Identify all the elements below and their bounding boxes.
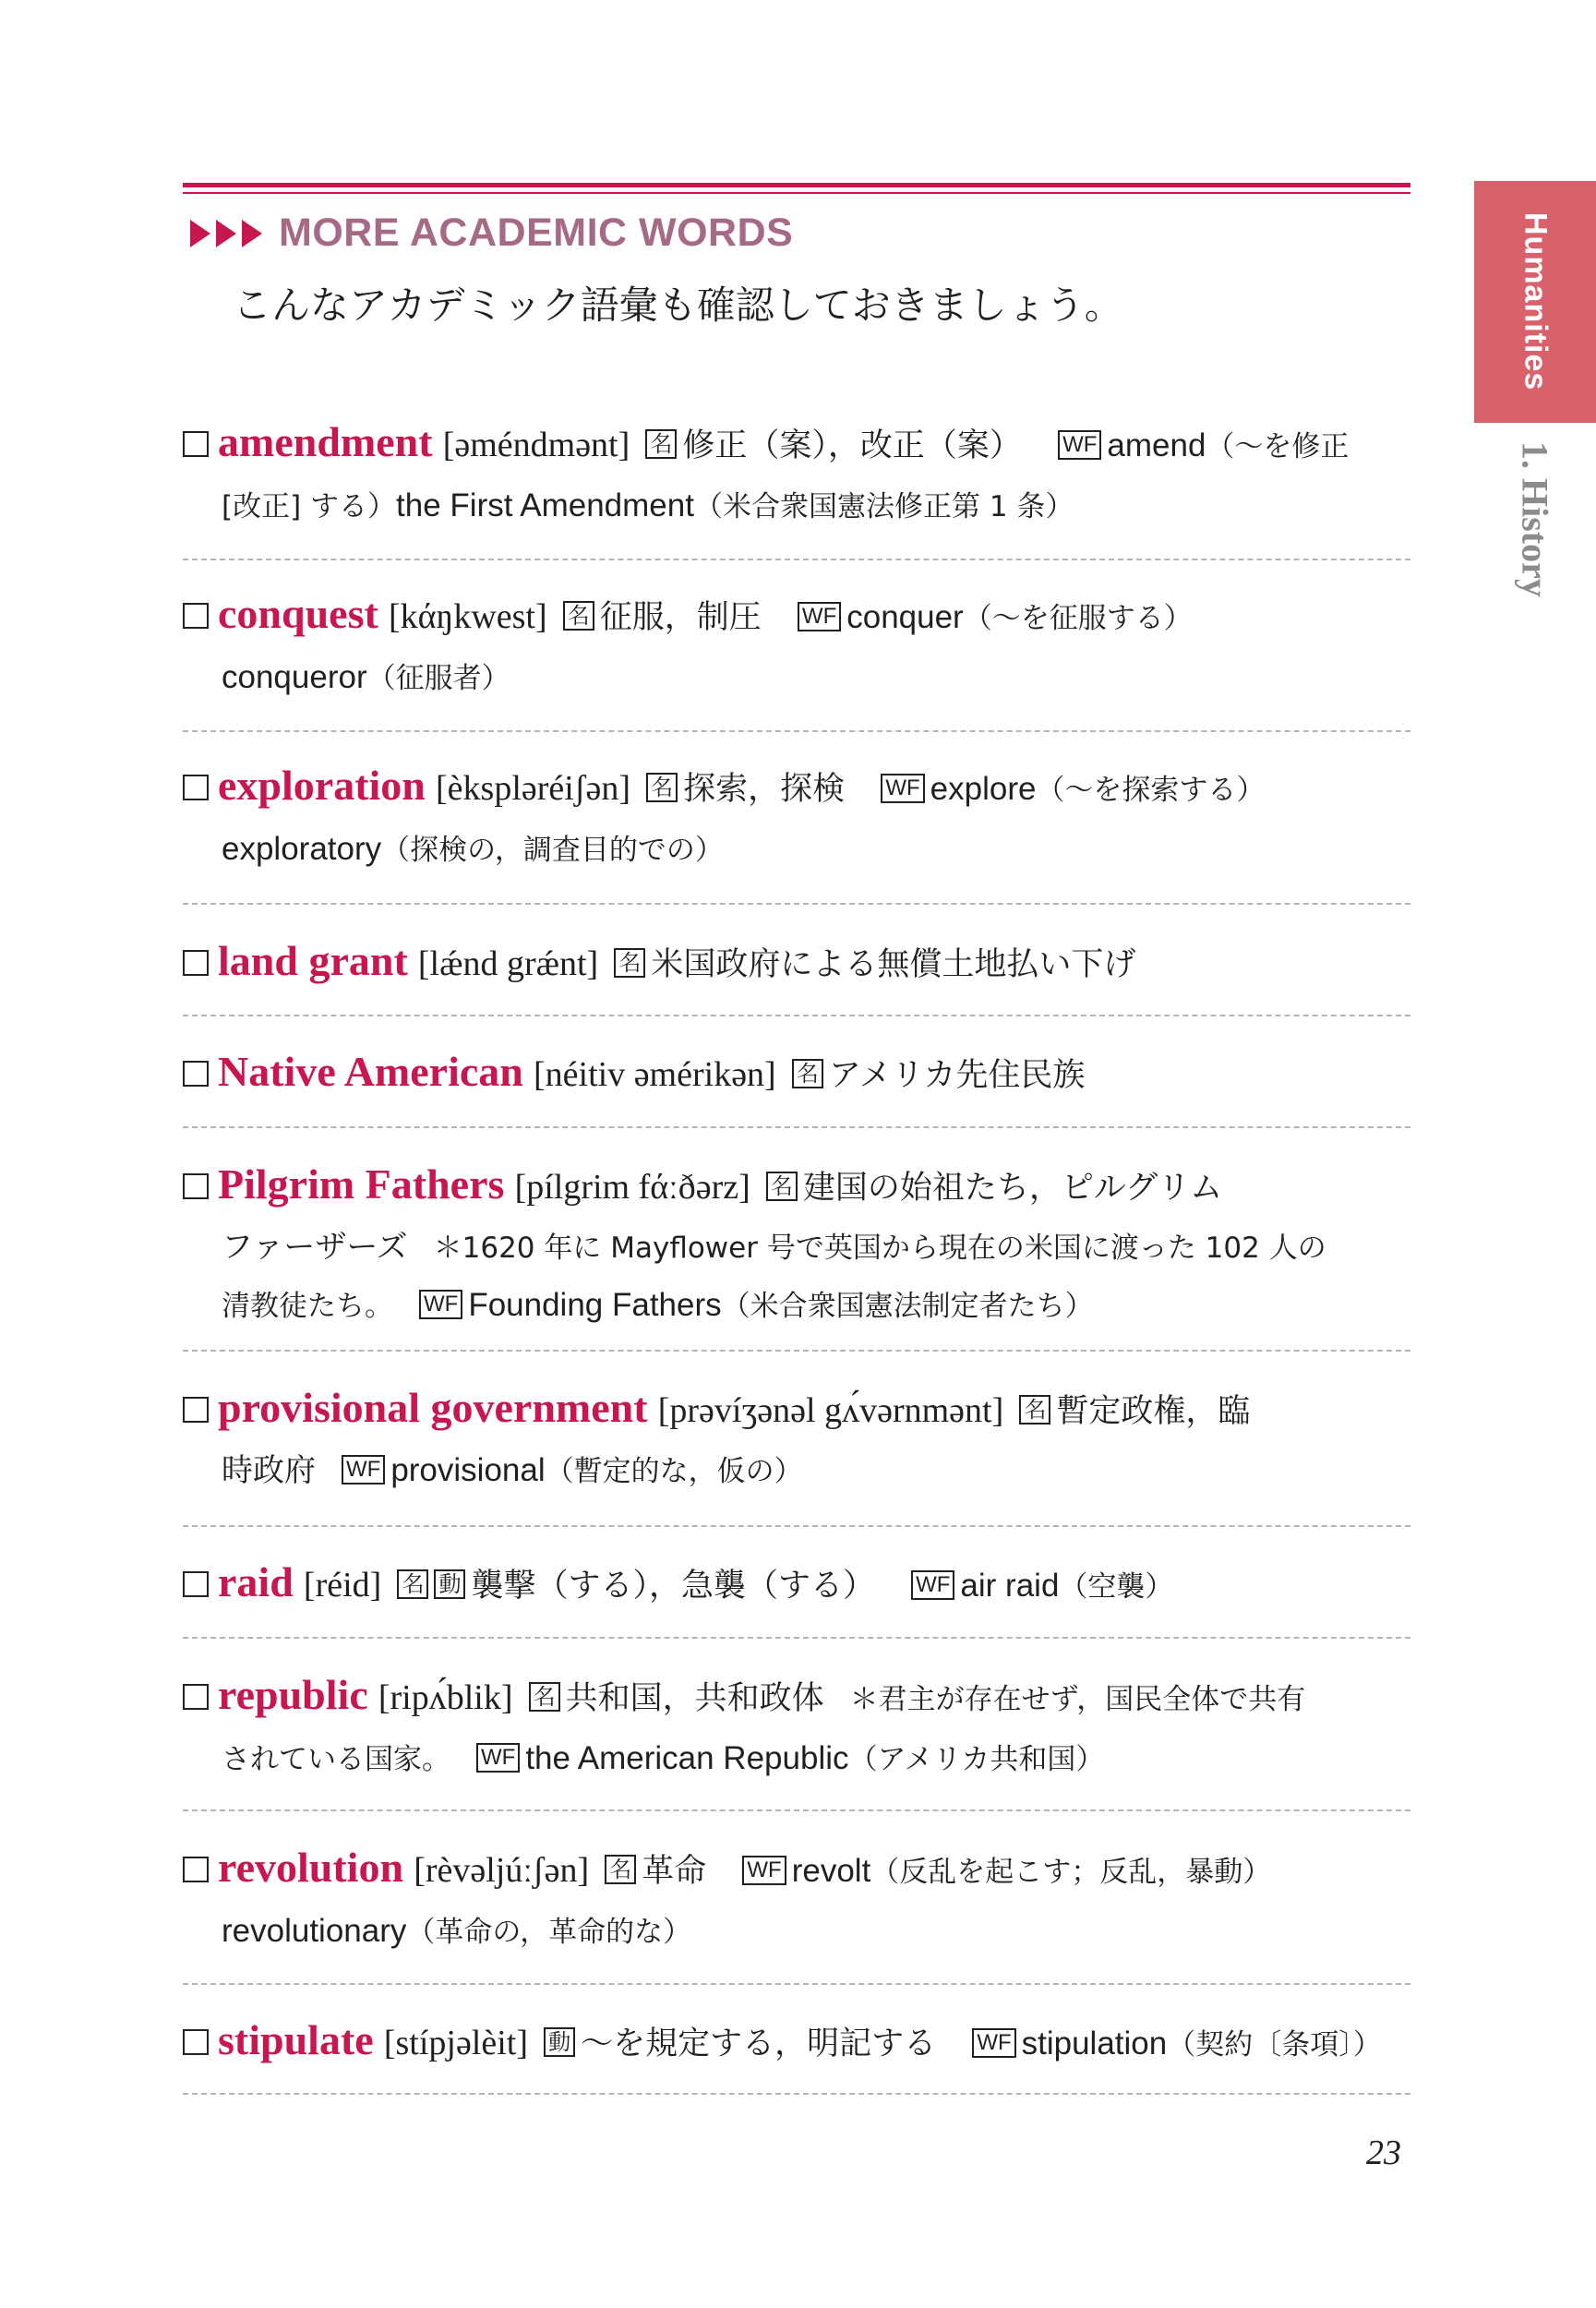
headword: raid bbox=[218, 1558, 294, 1605]
entry-divider bbox=[183, 1015, 1410, 1016]
entry-divider bbox=[183, 1126, 1410, 1128]
wf-gloss: （～を修正 bbox=[1206, 430, 1350, 463]
wf-word: provisional bbox=[390, 1452, 546, 1488]
pronunciation: [réid] bbox=[303, 1566, 382, 1605]
wf-badge: WF bbox=[476, 1743, 520, 1773]
wf-word: revolt bbox=[791, 1853, 871, 1889]
wf-word: Founding Fathers bbox=[468, 1287, 722, 1323]
headword: conquest bbox=[218, 590, 378, 637]
meaning: 修正（案），改正（案） bbox=[682, 427, 1022, 464]
pronunciation: [kάŋkwest] bbox=[388, 597, 547, 636]
example-word: the First Amendment bbox=[396, 487, 694, 523]
pronunciation: [néitiv əmérikən] bbox=[534, 1055, 776, 1094]
page-number: 23 bbox=[1366, 2134, 1401, 2172]
wf-gloss: （アメリカ共和国） bbox=[848, 1743, 1105, 1776]
pronunciation: [lǽnd grǽnt] bbox=[417, 944, 599, 983]
wf-word: stipulation bbox=[1021, 2026, 1168, 2062]
meaning: 米国政府による無償土地払い下げ bbox=[651, 946, 1136, 983]
headword: stipulate bbox=[218, 2016, 374, 2063]
example-word: revolutionary bbox=[222, 1913, 407, 1949]
headword: exploration bbox=[218, 762, 426, 809]
pos-badge: 名 bbox=[646, 773, 678, 802]
wf-word: conquer bbox=[846, 599, 964, 635]
checkbox-icon[interactable] bbox=[183, 950, 209, 976]
example-word: conqueror bbox=[222, 659, 367, 695]
wf-gloss: （反乱を起こす；反乱，暴動） bbox=[870, 1856, 1272, 1889]
entry-divider bbox=[183, 730, 1410, 732]
continued-text: 時政府 bbox=[222, 1452, 316, 1489]
note-text-continued: されている国家。 bbox=[222, 1743, 450, 1776]
checkbox-icon[interactable] bbox=[183, 2029, 209, 2055]
wf-badge: WF bbox=[1058, 430, 1101, 460]
checkbox-icon[interactable] bbox=[183, 1684, 209, 1710]
example-word: exploratory bbox=[222, 831, 382, 867]
pronunciation: [stípjəlèit] bbox=[383, 2024, 529, 2062]
continued-text: [改正] する） bbox=[222, 490, 397, 523]
wf-word: amend bbox=[1107, 427, 1206, 463]
wf-word: explore bbox=[930, 771, 1037, 807]
wf-badge: WF bbox=[419, 1290, 462, 1319]
meaning: 探索，探検 bbox=[683, 771, 846, 808]
meaning: 革命 bbox=[642, 1853, 707, 1890]
entry-divider bbox=[183, 1525, 1410, 1527]
headword: Pilgrim Fathers bbox=[218, 1160, 505, 1208]
wf-gloss: （暫定的な，仮の） bbox=[545, 1455, 803, 1488]
section-tab bbox=[1474, 181, 1596, 423]
pos-badge: 名 bbox=[397, 1569, 428, 1599]
headword: Native American bbox=[218, 1048, 523, 1095]
wf-gloss: （空襲） bbox=[1059, 1570, 1174, 1604]
pronunciation: [ripʌ́blik] bbox=[378, 1678, 513, 1717]
section-subtitle: こんなアカデミック語彙も確認しておきましょう。 bbox=[233, 282, 1123, 328]
wf-word: the American Republic bbox=[525, 1740, 849, 1776]
headword: republic bbox=[218, 1671, 368, 1718]
vocab-entry bbox=[183, 1041, 1410, 1106]
example-gloss: （探検の，調査目的での） bbox=[381, 834, 724, 867]
meaning: 襲撃（する），急襲（する） bbox=[471, 1568, 875, 1605]
pos-badge: 名 bbox=[605, 1855, 636, 1884]
meaning: 建国の始祖たち，ピルグリム bbox=[802, 1170, 1223, 1207]
vocab-entry bbox=[183, 1154, 1410, 1335]
headword: revolution bbox=[218, 1844, 404, 1891]
note-text-continued: 清教徒たち。 bbox=[222, 1290, 393, 1323]
wf-badge: WF bbox=[881, 774, 924, 803]
wf-gloss: （～を征服する） bbox=[963, 602, 1193, 635]
headword: land grant bbox=[218, 937, 408, 984]
header-rule bbox=[183, 183, 1410, 187]
wf-word: air raid bbox=[960, 1568, 1060, 1604]
entry-divider bbox=[183, 1350, 1410, 1352]
note-text: ＊1620 年に Mayflower 号で英国から現在の米国に渡った 102 人の bbox=[433, 1232, 1326, 1265]
example-gloss: （革命の，革命的な） bbox=[406, 1916, 692, 1949]
wf-gloss: （米合衆国憲法制定者たち） bbox=[721, 1290, 1094, 1323]
wf-badge: WF bbox=[742, 1856, 786, 1885]
checkbox-icon[interactable] bbox=[183, 775, 209, 800]
entry-divider bbox=[183, 1983, 1410, 1985]
checkbox-icon[interactable] bbox=[183, 1571, 209, 1597]
headword: provisional government bbox=[218, 1384, 648, 1431]
pos-badge: 名 bbox=[766, 1172, 798, 1201]
pronunciation: [rèvəljúːʃən] bbox=[414, 1851, 590, 1890]
entry-divider bbox=[183, 2093, 1410, 2095]
continued-text: ファーザーズ bbox=[222, 1229, 408, 1266]
pronunciation: [èkspləréiʃən] bbox=[436, 769, 631, 808]
wf-gloss: （～を探索する） bbox=[1036, 774, 1266, 807]
section-header bbox=[190, 210, 793, 256]
section-title: MORE ACADEMIC WORDS bbox=[279, 210, 794, 255]
pos-badge: 動 bbox=[544, 2027, 575, 2057]
vocab-entry bbox=[183, 755, 1410, 879]
example-gloss: （征服者） bbox=[366, 662, 510, 695]
entry-divider bbox=[183, 1809, 1410, 1811]
wf-badge: WF bbox=[798, 602, 841, 631]
checkbox-icon[interactable] bbox=[183, 431, 209, 457]
meaning: 暫定政権，臨 bbox=[1056, 1393, 1251, 1430]
checkbox-icon[interactable] bbox=[183, 1173, 209, 1199]
triangle-arrows-icon bbox=[190, 220, 262, 247]
pos-badge: 名 bbox=[614, 948, 645, 978]
pronunciation: [prəvíʒənəl gʌ́vərnmənt] bbox=[657, 1391, 1004, 1430]
wf-gloss: （契約〔条項〕） bbox=[1167, 2028, 1382, 2062]
vocab-entry bbox=[183, 1837, 1410, 1961]
vocab-entry bbox=[183, 2010, 1410, 2075]
header-rule-thin bbox=[183, 192, 1410, 194]
entry-divider bbox=[183, 903, 1410, 905]
vocab-entry bbox=[183, 412, 1410, 535]
checkbox-icon[interactable] bbox=[183, 1857, 209, 1882]
note-text: ＊君主が存在せず，国民全体で共有 bbox=[849, 1683, 1306, 1716]
pos-badge: 名 bbox=[563, 601, 594, 631]
wf-badge: WF bbox=[342, 1455, 385, 1485]
meaning: 共和国，共和政体 bbox=[565, 1680, 824, 1717]
vocab-entry bbox=[183, 1665, 1410, 1788]
example-gloss: （米合衆国憲法修正第 1 条） bbox=[693, 490, 1074, 523]
meaning: アメリカ先住民族 bbox=[828, 1057, 1086, 1094]
pos-badge: 名 bbox=[1019, 1395, 1050, 1424]
section-tab-label: Humanities bbox=[1518, 212, 1554, 391]
pos-badge: 動 bbox=[434, 1569, 465, 1599]
pos-badge: 名 bbox=[792, 1059, 823, 1088]
wf-badge: WF bbox=[911, 1570, 954, 1600]
vocab-entry bbox=[183, 1377, 1410, 1500]
entry-divider bbox=[183, 1637, 1410, 1639]
wf-badge: WF bbox=[972, 2028, 1015, 2058]
vocab-entry bbox=[183, 1552, 1410, 1617]
chapter-label: 1. History bbox=[1514, 441, 1556, 597]
pos-badge: 名 bbox=[529, 1682, 560, 1712]
checkbox-icon[interactable] bbox=[183, 1397, 209, 1423]
chapter-tab bbox=[1474, 441, 1596, 681]
pronunciation: [pílgrim fάːðərz] bbox=[514, 1168, 750, 1207]
pronunciation: [əméndmənt] bbox=[442, 426, 630, 464]
checkbox-icon[interactable] bbox=[183, 1061, 209, 1087]
vocab-entry bbox=[183, 583, 1410, 707]
pos-badge: 名 bbox=[645, 429, 677, 459]
meaning: 征服，制圧 bbox=[599, 599, 762, 636]
headword: amendment bbox=[218, 418, 433, 465]
checkbox-icon[interactable] bbox=[183, 603, 209, 629]
entry-divider bbox=[183, 559, 1410, 560]
vocab-entry bbox=[183, 931, 1410, 995]
meaning: ～を規定する，明記する bbox=[581, 2026, 937, 2062]
